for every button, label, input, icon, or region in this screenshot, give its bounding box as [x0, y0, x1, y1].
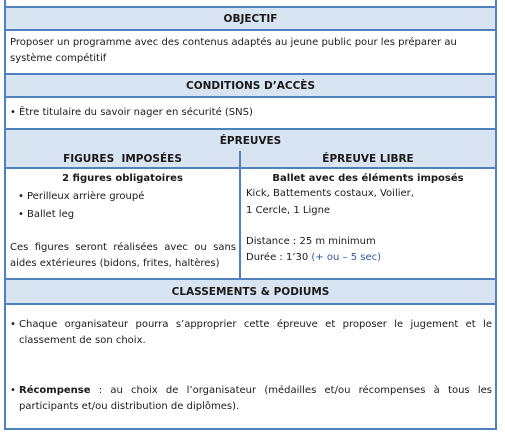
table-bottom-border: [4, 428, 497, 430]
conditions-header: CONDITIONS D’ACCÈS: [4, 73, 497, 98]
distance-text: Distance : 25 m minimum: [246, 236, 376, 247]
figures-imposees-header: FIGURES IMPOSÉES: [6, 151, 239, 169]
figure-item: • Ballet leg: [18, 207, 74, 223]
classements-item: • Chaque organisateur pourra s’approprier cette épreuve et proposer le jugement et le classement de son choix.: [10, 317, 492, 349]
bullet-icon: •: [10, 385, 16, 396]
objectif-text: Proposer un programme avec des contenus adaptés au jeune public pour les préparer au système compétitif: [10, 37, 457, 64]
bullet-icon: •: [10, 107, 16, 118]
objectif-header: OBJECTIF: [4, 6, 497, 31]
epreuves-header: ÉPREUVES: [4, 128, 497, 153]
classements-header: CLASSEMENTS & PODIUMS: [4, 278, 497, 305]
ballet-elements-line2: 1 Cercle, 1 Ligne: [246, 205, 331, 216]
conditions-item: • Être titulaire du savoir nager en sécurité (SNS): [10, 105, 492, 121]
ballet-title: Ballet avec des éléments imposés: [272, 173, 464, 184]
duree-text: Durée : 1’30 (+ ou – 5 sec): [246, 252, 381, 263]
figure-item: • Perilleux arrière groupé: [18, 189, 144, 205]
ballet-elements-line1: Kick, Battements costaux, Voilier,: [246, 188, 414, 199]
bullet-icon: •: [10, 319, 16, 330]
figures-note: Ces figures seront réalisées avec ou sans aides extérieures (bidons, frites, haltères): [10, 242, 236, 269]
epreuve-libre-header: ÉPREUVE LIBRE: [241, 151, 495, 169]
bullet-icon: •: [18, 209, 24, 220]
recompense-item: • Récompense : au choix de l’organisateur (médailles et/ou récompenses à tous les participants et/ou distribution de diplômes).: [10, 383, 492, 415]
bullet-icon: •: [18, 191, 24, 202]
figures-title: 2 figures obligatoires: [62, 173, 183, 184]
